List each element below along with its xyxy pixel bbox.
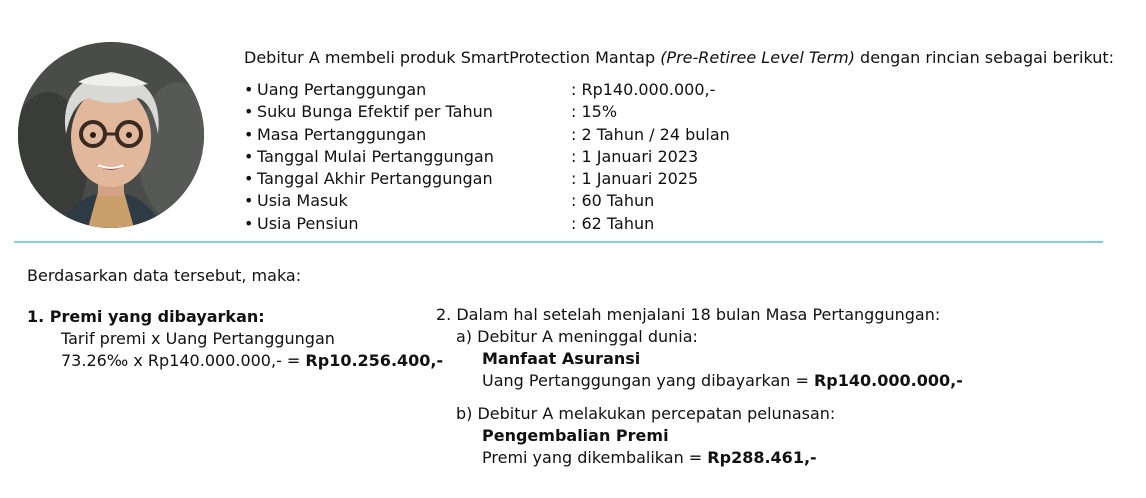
section-divider [14, 241, 1103, 243]
premium-amount: Rp10.256.400,- [305, 351, 444, 370]
spec-label: Tanggal Akhir Pertanggungan [257, 169, 493, 189]
bullet-icon: • [244, 191, 254, 211]
scenario-section [436, 304, 1136, 469]
premium-calculation [27, 350, 444, 372]
spec-value: : Rp140.000.000,- [571, 80, 716, 99]
premium-formula: Tarif premi x Uang Pertanggungan [61, 329, 335, 348]
spec-label: Usia Pensiun [257, 213, 359, 233]
spec-list [244, 79, 804, 235]
scenario-b-amount: Rp288.461,- [707, 448, 817, 467]
lead-text: Berdasarkan data tersebut, maka: [27, 266, 302, 285]
bullet-icon: • [244, 102, 254, 122]
spec-value: : 1 Januari 2025 [571, 169, 699, 189]
spec-item [244, 101, 804, 123]
spec-label: Suku Bunga Efektif per Tahun [257, 102, 493, 122]
scenario-heading: 2. Dalam hal setelah menjalani 18 bulan Masa Pertanggungan: [436, 305, 941, 324]
spec-value: : 15% [571, 102, 618, 122]
spec-value: : 1 Januari 2023 [571, 146, 699, 166]
scenario-b-text: Premi yang dikembalikan = [482, 448, 708, 467]
spec-value: : 60 Tahun [571, 191, 655, 211]
intro-text-italic: (Pre-Retiree Level Term) [660, 48, 855, 67]
premium-heading: 1. Premi yang dibayarkan: [27, 307, 265, 326]
scenario-a-text: Uang Pertanggungan yang dibayarkan = [482, 371, 814, 390]
bullet-icon: • [244, 169, 254, 189]
spec-item [244, 213, 804, 235]
spec-item [244, 190, 804, 212]
premium-calculation-text: 73.26‰ x Rp140.000.000,- = [61, 351, 306, 370]
scenario-b-detail [436, 447, 1136, 469]
scenario-a-title: Manfaat Asuransi [482, 349, 641, 368]
intro-text-start: Debitur A membeli produk SmartProtection Mantap [244, 48, 661, 67]
scenario-a-amount: Rp140.000.000,- [813, 371, 963, 390]
bullet-icon: • [244, 124, 254, 144]
spec-label: Usia Masuk [257, 191, 348, 211]
avatar-photo [18, 42, 204, 228]
spec-label: Uang Pertanggungan [257, 80, 427, 99]
scenario-b-title: Pengembalian Premi [482, 426, 669, 445]
bullet-icon: • [244, 146, 254, 166]
spec-item [244, 124, 804, 146]
scenario-b-label: b) Debitur A melakukan percepatan pelunasan: [456, 404, 836, 423]
spec-label: Tanggal Mulai Pertanggungan [257, 146, 494, 166]
spec-item [244, 168, 804, 190]
spec-label: Masa Pertanggungan [257, 124, 427, 144]
spec-item [244, 79, 804, 101]
bullet-icon: • [244, 80, 254, 99]
scenario-a-detail [436, 370, 1136, 392]
premium-section [27, 306, 444, 372]
spec-value: : 62 Tahun [571, 213, 655, 233]
intro-text [244, 48, 1134, 67]
bullet-icon: • [244, 213, 254, 233]
intro-text-end: dengan rincian sebagai berikut: [854, 48, 1115, 67]
scenario-a-label: a) Debitur A meninggal dunia: [456, 327, 698, 346]
spec-value: : 2 Tahun / 24 bulan [571, 124, 730, 144]
spec-item [244, 146, 804, 168]
